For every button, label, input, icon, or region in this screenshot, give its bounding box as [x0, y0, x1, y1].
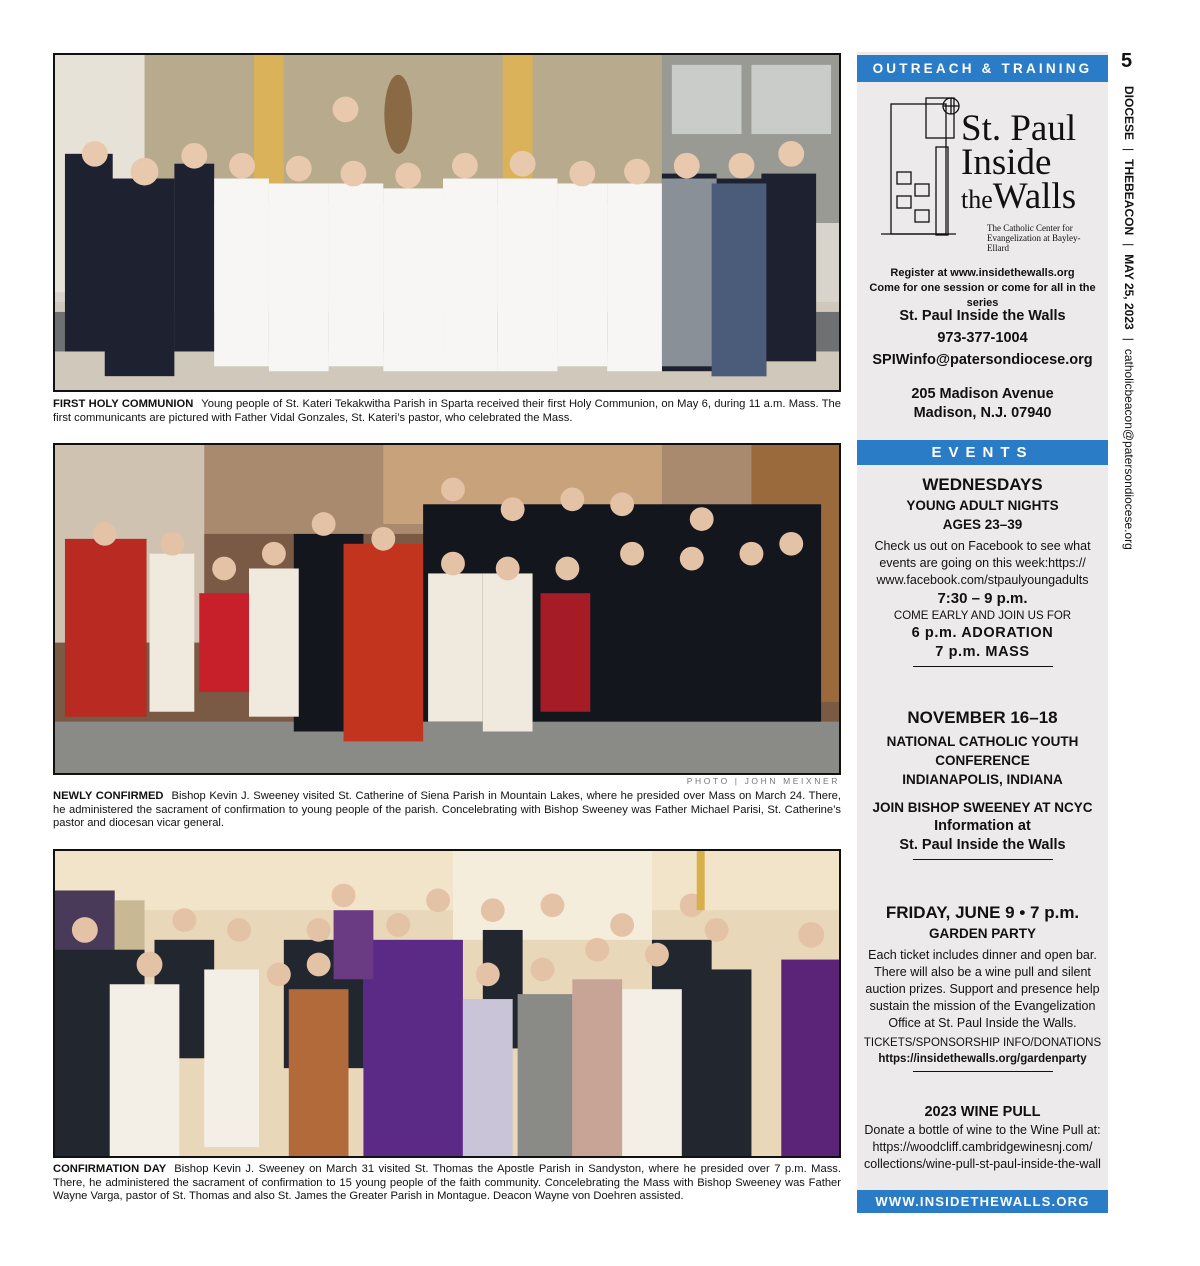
event-text: Each ticket includes dinner and open bar. [868, 948, 1097, 962]
event-text: sustain the mission of the Evangelization [869, 999, 1096, 1013]
caption-lead: FIRST HOLY COMMUNION [53, 398, 194, 410]
event-ncyc [857, 707, 1108, 864]
contact-phone: 973-377-1004 [937, 330, 1028, 346]
event-text: Check us out on Facebook to see what [874, 539, 1091, 553]
folio-email: catholicbeacon@patersondiocese.org [1122, 348, 1136, 550]
contact-name: St. Paul Inside the Walls [899, 308, 1066, 324]
contact-block [857, 305, 1108, 371]
outreach-sidebar [857, 52, 1108, 1213]
logo-line-3-big: Walls [992, 176, 1077, 217]
caption-lead: CONFIRMATION DAY [53, 1163, 167, 1175]
wine-pull-link[interactable]: collections/wine-pull-st-paul-inside-the-wall [864, 1157, 1101, 1171]
building-drawing-icon [881, 92, 971, 242]
event-heading: NOVEMBER 16–18 [907, 708, 1058, 727]
outreach-header: OUTREACH & TRAINING [857, 55, 1108, 82]
logo-sub-line-1: The Catholic Center for [987, 223, 1073, 233]
event-text: CONFERENCE [935, 753, 1030, 768]
address-line-1: 205 Madison Avenue [911, 386, 1054, 402]
event-subheading: GARDEN PARTY [928, 926, 1036, 941]
wine-pull-link[interactable]: https://woodcliff.cambridgewinesnj.com/ [872, 1140, 1093, 1154]
event-join: JOIN BISHOP SWEENEY AT NCYC [872, 800, 1093, 815]
register-note: Come for one session or come for all in the series [869, 282, 1096, 309]
folio-paper: THEBEACON [1122, 159, 1136, 236]
confirmation-day-photo [53, 849, 841, 1158]
event-ages: AGES 23–39 [942, 517, 1023, 532]
event-adoration: 6 p.m. ADORATION [911, 625, 1054, 641]
garden-party-link[interactable]: https://insidethewalls.org/gardenparty [878, 1053, 1087, 1065]
event-text: auction prizes. Support and presence help [865, 982, 1100, 996]
logo-line-3 [961, 176, 1077, 217]
divider [913, 666, 1053, 667]
logo-subtitle [987, 223, 1091, 253]
event-text: www.facebook.com/stpaulyoungadults [876, 573, 1089, 587]
register-line: Register at www.insidethewalls.org [890, 267, 1075, 279]
logo-sub-line-2: Evangelization at Bayley-Ellard [987, 233, 1081, 253]
photo-caption [53, 790, 841, 831]
event-info: St. Paul Inside the Walls [899, 837, 1066, 853]
event-text: INDIANAPOLIS, INDIANA [902, 772, 1063, 787]
event-text: Office at St. Paul Inside the Walls. [888, 1016, 1077, 1030]
page-number: 5 [1121, 50, 1133, 72]
events-header: EVENTS [857, 440, 1108, 465]
event-mass: 7 p.m. MASS [935, 644, 1030, 660]
event-text: Donate a bottle of wine to the Wine Pull at: [864, 1123, 1101, 1137]
folio-date: MAY 25, 2023 [1122, 254, 1136, 330]
address-line-2: Madison, N.J. 07940 [913, 405, 1052, 421]
first-communion-photo [53, 53, 841, 392]
vertical-folio: DIOCESE | THEBEACON | MAY 25, 2023 | catholicbeacon@patersondiocese.org [1122, 86, 1136, 550]
logo-wordmark [961, 108, 1077, 217]
event-text: events are going on this week:https:// [879, 556, 1086, 570]
event-garden-party [857, 902, 1108, 1076]
photo-credit: PHOTO | JOHN MEIXNER [686, 776, 840, 786]
event-heading: WEDNESDAYS [922, 475, 1043, 494]
divider [913, 859, 1053, 860]
logo-line-1: St. Paul [961, 108, 1077, 149]
event-heading: FRIDAY, JUNE 9 • 7 p.m. [885, 903, 1080, 922]
event-heading: 2023 WINE PULL [924, 1104, 1041, 1120]
newly-confirmed-photo [53, 443, 841, 775]
st-paul-logo [881, 92, 1091, 252]
logo-line-3-small: the [961, 185, 993, 214]
event-text: There will also be a wine pull and silent [874, 965, 1091, 979]
photo-caption [53, 1163, 841, 1204]
folio-section: DIOCESE [1122, 86, 1136, 141]
caption-text: Bishop Kevin J. Sweeney visited St. Catherine of Siena Parish in Mountain Lakes, where he presided over Mass on March 24. There, he administered the sacrament of confirmation to young people of the parish. Concelebrating with Bishop Sweeney was Father Michael Parisi, St. Catherine’s pastor and diocesan vicar general. [53, 790, 841, 830]
event-note: COME EARLY AND JOIN US FOR [893, 610, 1072, 622]
caption-text: Bishop Kevin J. Sweeney on March 31 visited St. Thomas the Apostle Parish in Sandyston, where he presided over 7 p.m. Mass. There, he administered the sacrament of confirmation to 15 young people of the faith community. Concelebrating the Mass with Bishop Sweeney was Father Wayne Varga, pastor of St. Thomas and also St. James the Greater Parish in Montague. Deacon Wayne von Doehren assisted. [53, 1163, 842, 1203]
address-block [857, 385, 1108, 423]
event-wednesdays [857, 474, 1108, 671]
contact-email: SPIWinfo@patersondiocese.org [872, 352, 1093, 368]
event-text: NATIONAL CATHOLIC YOUTH [886, 734, 1079, 749]
event-wine-pull [857, 1103, 1108, 1173]
event-info: Information at [934, 818, 1031, 834]
website-link[interactable]: WWW.INSIDETHEWALLS.ORG [857, 1190, 1108, 1213]
event-time: 7:30 – 9 p.m. [937, 590, 1028, 607]
event-subheading: YOUNG ADULT NIGHTS [906, 498, 1059, 513]
logo-line-2: Inside [961, 142, 1052, 183]
divider [913, 1071, 1053, 1072]
event-tickets: TICKETS/SPONSORSHIP INFO/DONATIONS [863, 1037, 1102, 1049]
caption-lead: NEWLY CONFIRMED [53, 790, 164, 802]
caption-text: Young people of St. Kateri Tekakwitha Parish in Sparta received their first Holy Communion, on May 6, during 11 a.m. Mass. The first communicants are pictured with Father Vidal Gonzales, St. Kateri’s pastor, who celebrated the Mass. [53, 398, 841, 424]
photo-caption [53, 398, 841, 425]
